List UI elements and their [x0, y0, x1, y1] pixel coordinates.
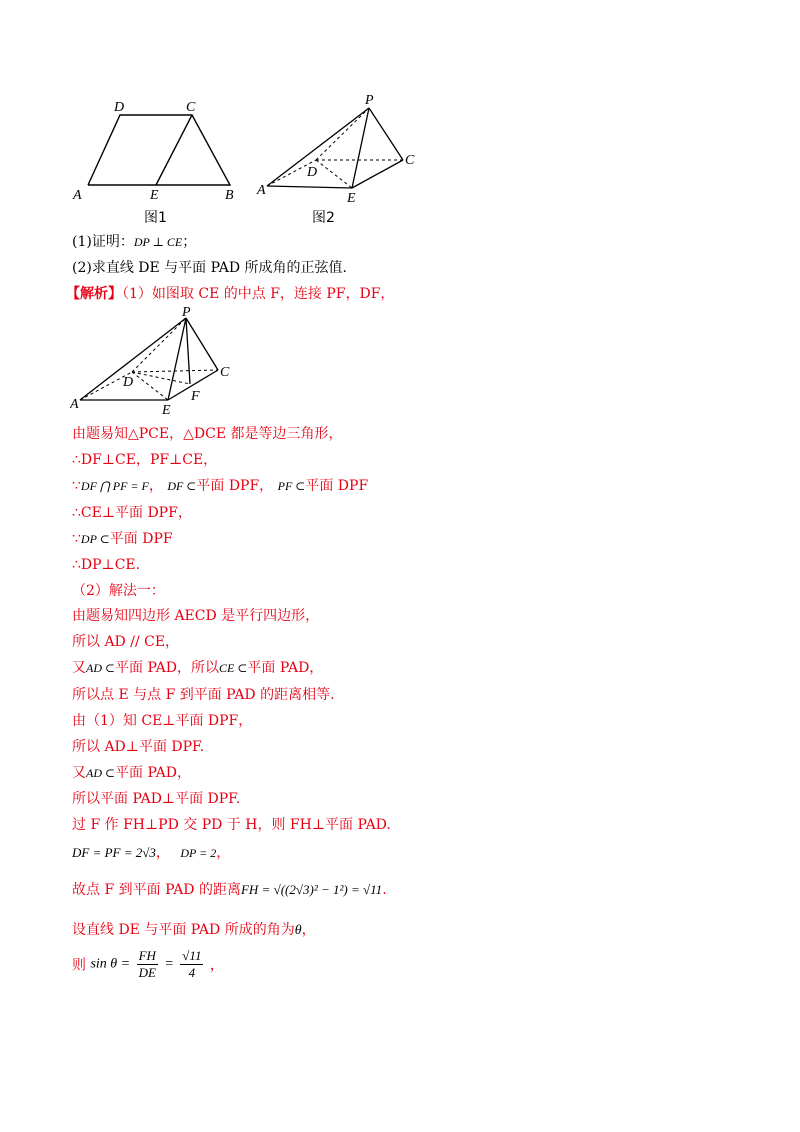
solution-line-17: 过 F 作 FH⊥PD 交 PD 于 H，则 FH⊥平面 PAD. [72, 817, 391, 833]
solution-line-14: 所以 AD⊥平面 DPF. [72, 739, 205, 755]
solution-line-2: 由题易知△PCE，△DCE 都是等边三角形， [72, 426, 343, 442]
fig2-label-e: E [347, 191, 356, 202]
solution-line-1 [66, 284, 394, 304]
fig1-label-e: E [150, 188, 159, 203]
l11-math: AD ⊂ [86, 661, 116, 675]
l21-comma: ， [209, 957, 224, 974]
l18-comma1: ， [155, 845, 170, 861]
fig1-label-d: D [114, 100, 125, 115]
l21-then: 则 [72, 957, 86, 974]
figure-2 [255, 90, 425, 202]
fig3-label-c: C [220, 365, 230, 380]
solution-line-6 [72, 529, 173, 549]
solution-line-13: 由（1）知 CE⊥平面 DPF， [72, 713, 253, 729]
fig2-label-d: D [307, 165, 318, 180]
fig2-label-p: P [365, 93, 374, 108]
fig3-label-d: D [123, 375, 134, 390]
l11-text: 平面 PAD，所以 [115, 660, 219, 676]
figure-1 [70, 98, 250, 208]
solution-line-4 [72, 476, 368, 496]
l4-comma: ， [148, 478, 163, 494]
l4-because: ∵ [72, 478, 81, 494]
solution-line-21 [72, 948, 224, 981]
solution-line-11 [72, 658, 323, 678]
solution-line-3: ∴DF⊥CE，PF⊥CE， [72, 452, 218, 468]
l20-theta: θ [294, 923, 302, 938]
solution-line-9: 由题易知四边形 AECD 是平行四边形， [72, 608, 320, 624]
solution-l1: （1）如图取 CE 的中点 F，连接 PF，DF， [122, 286, 395, 302]
solution-line-18 [72, 843, 230, 863]
fig2-label-c: C [405, 153, 415, 168]
solution-tag: 【解析】 [66, 286, 122, 302]
q1-prefix: (1)证明： [72, 234, 134, 250]
l21-den1: DE [138, 965, 156, 980]
l6-plane: 平面 DPF [109, 531, 173, 547]
solution-line-19 [72, 880, 387, 900]
l21-fraction-2 [180, 948, 203, 981]
figure-3-svg [70, 306, 240, 418]
l21-num2: √11 [182, 948, 202, 963]
l4-plane2: 平面 DPF [305, 478, 369, 494]
l15-also: 又 [72, 765, 86, 781]
solution-line-15 [72, 763, 191, 783]
solution-line-20 [72, 920, 316, 941]
l11-plane: 平面 PAD， [247, 660, 324, 676]
l4-math: DF ⋂ PF = F [80, 479, 149, 493]
l19-math: FH = √((2√3)² − 1²) = √11 [240, 882, 383, 897]
figure-2-caption: 图2 [312, 210, 335, 226]
fig3-label-f: F [191, 389, 200, 404]
question-2: (2)求直线 DE 与平面 PAD 所成角的正弦值. [72, 260, 347, 276]
fig3-label-a: A [70, 397, 79, 412]
l18-math2: DP = 2 [180, 846, 217, 860]
l19-period: . [382, 882, 387, 898]
figure-3 [70, 306, 240, 418]
figure-1-svg [70, 98, 250, 208]
fig3-label-p: P [182, 306, 191, 320]
figure-2-svg [255, 90, 425, 202]
fig2-label-a: A [257, 183, 266, 198]
q1-math: DP ⊥ CE [133, 235, 183, 249]
l4-plane1: 平面 DPF， [196, 478, 274, 494]
l6-math: DP ⊂ [80, 532, 110, 546]
l21-sin: sin θ = [90, 956, 131, 972]
l21-num1: FH [138, 948, 156, 963]
fig1-label-a: A [73, 188, 82, 203]
l15-math: AD ⊂ [86, 766, 116, 780]
l6-because: ∵ [72, 531, 81, 547]
fig1-label-c: C [186, 100, 196, 115]
solution-line-10: 所以 AD // CE， [72, 634, 180, 650]
l18-comma2: ， [216, 845, 231, 861]
l11-also: 又 [72, 660, 86, 676]
solution-line-12: 所以点 E 与点 F 到平面 PAD 的距离相等. [72, 687, 335, 703]
fig3-label-e: E [162, 403, 171, 418]
l19-text: 故点 F 到平面 PAD 的距离 [72, 882, 241, 898]
fig1-label-b: B [225, 188, 234, 203]
l18-math1: DF = PF = 2√3 [72, 845, 156, 860]
l20-text: 设直线 DE 与平面 PAD 所成的角为 [72, 922, 295, 938]
question-1 [72, 232, 196, 252]
l21-den2: 4 [188, 965, 196, 980]
l21-equals: = [164, 956, 174, 972]
l4-math2: DF ⊂ [167, 479, 197, 493]
l4-math3: PF ⊂ [277, 479, 306, 493]
solution-line-8: （2）解法一： [72, 583, 165, 599]
solution-line-16: 所以平面 PAD⊥平面 DPF. [72, 791, 241, 807]
figure-1-caption: 图1 [144, 210, 167, 226]
solution-line-7: ∴DP⊥CE. [72, 557, 141, 573]
l15-plane: 平面 PAD， [115, 765, 191, 781]
l20-comma: ， [301, 922, 316, 938]
solution-line-5: ∴CE⊥平面 DPF， [72, 505, 192, 521]
l11-math2: CE ⊂ [218, 661, 248, 675]
q1-end: ； [182, 234, 197, 250]
l21-fraction-1 [137, 948, 158, 981]
